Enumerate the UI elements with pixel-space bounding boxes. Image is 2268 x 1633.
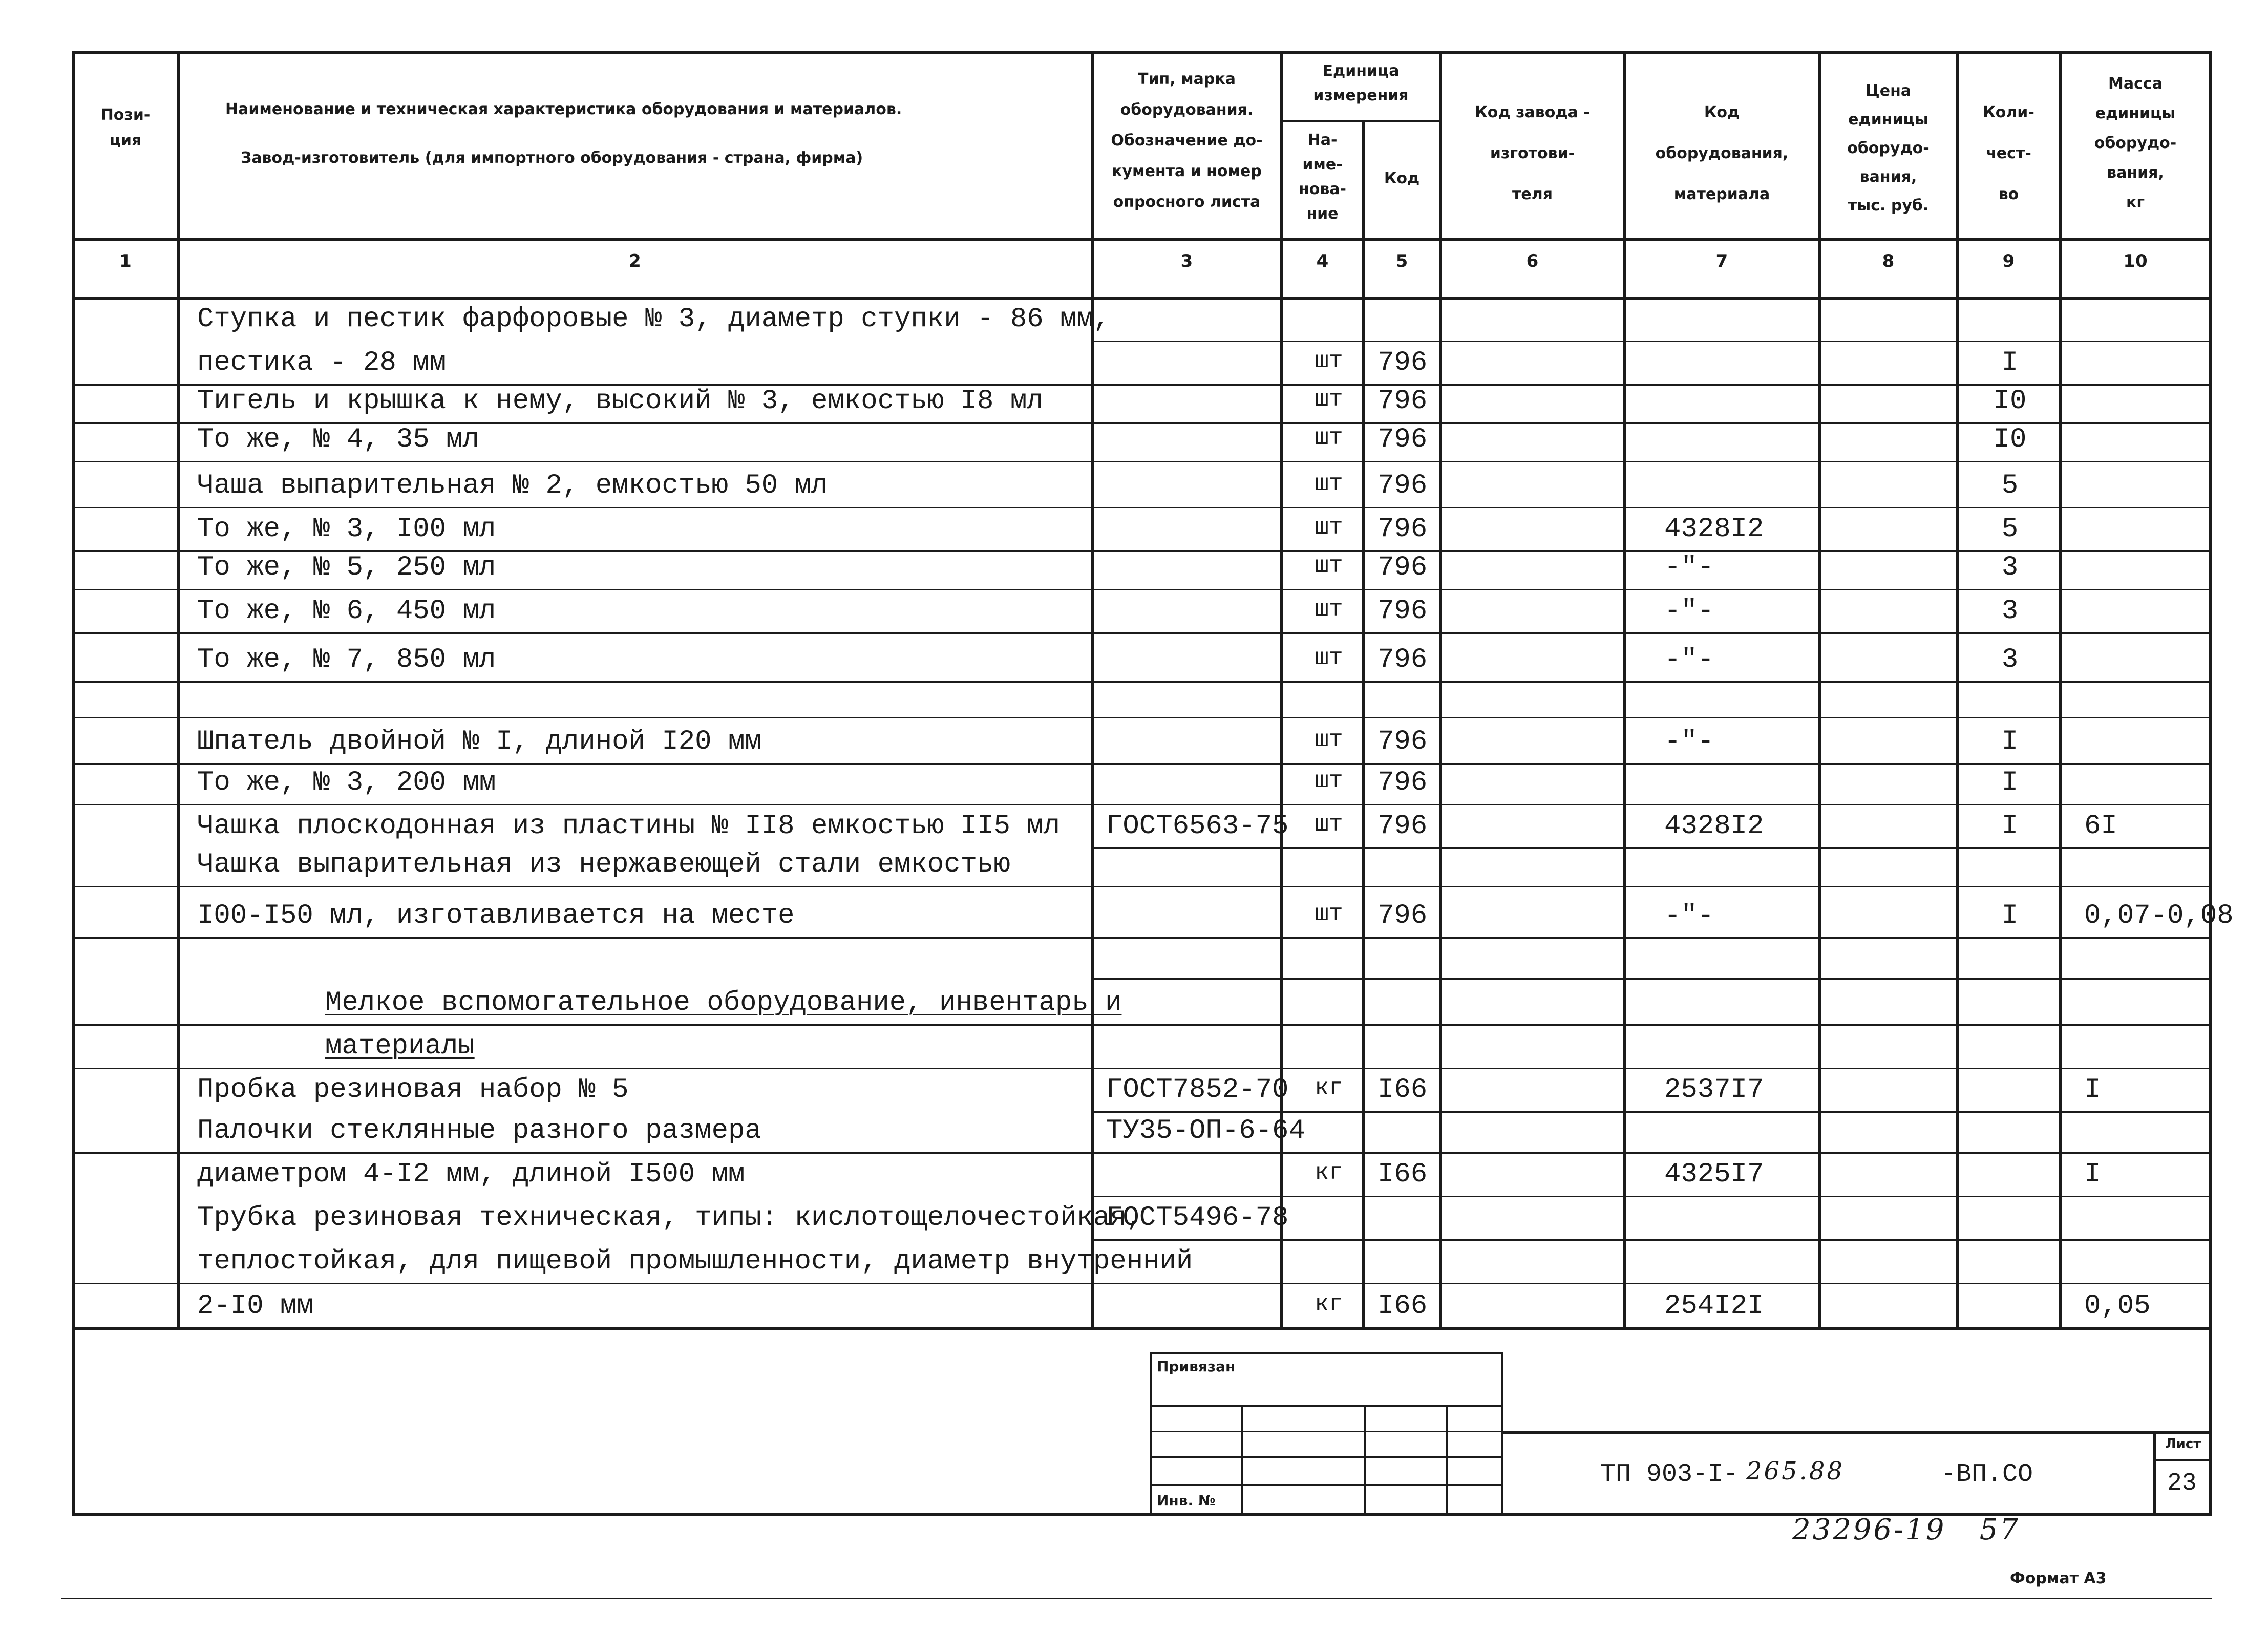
row-19-doc: ГОСТ7852-70: [1106, 1074, 1289, 1106]
row-8-mat: -"-: [1664, 596, 1714, 627]
header-type: Тип, марка оборудования. Обозначение до- кумента и номер опросного листа: [1111, 70, 1263, 211]
stamp-privyazan: Привязан: [1157, 1358, 1236, 1375]
row-9-name: То же, № 7, 850 мл: [197, 644, 496, 675]
sheet-box: [2153, 1431, 2212, 1516]
row-2-unit: шт: [1315, 348, 1343, 374]
row-2-code: 796: [1377, 347, 1428, 378]
row-15-mass: 0,07-0,08: [2084, 900, 2234, 931]
row-13-mass: 6I: [2084, 811, 2117, 842]
unit-subheader-line: [1280, 120, 1439, 122]
row-20-doc: ТУ35-ОП-6-64: [1106, 1115, 1305, 1147]
title-block-line: [1503, 1431, 2212, 1434]
row-3-qty: I0: [1993, 386, 2027, 417]
row-20-name: Палочки стеклянные разного размера: [197, 1115, 761, 1147]
row-divider: [72, 1024, 2212, 1026]
row-3-unit: шт: [1315, 386, 1343, 413]
col-divider: [1623, 51, 1626, 1329]
header-name-line2: Завод-изготовитель (для импортного оборудования - страна, фирма): [241, 149, 863, 167]
colnum-3: 3: [1180, 251, 1193, 271]
row-divider: [72, 507, 2212, 508]
header-position: Пози- ция: [100, 106, 151, 150]
header-mass: Масса единицы оборудо- вания, кг: [2094, 75, 2177, 211]
document-suffix: -ВП.СО: [1941, 1460, 2033, 1489]
row-12-code: 796: [1377, 767, 1428, 798]
binding-stamp: [1150, 1352, 1503, 1516]
row-6-qty: 5: [2001, 514, 2019, 545]
stamp-inv-no: Инв. №: [1157, 1492, 1216, 1509]
row-divider: [72, 937, 2212, 939]
sheet-number: 23: [2167, 1470, 2197, 1497]
colnum-8: 8: [1882, 251, 1895, 271]
colnum-7: 7: [1715, 251, 1728, 271]
row-divider: [72, 1068, 2212, 1069]
row-24-name: 2-I0 мм: [197, 1290, 313, 1322]
row-12-qty: I: [2001, 767, 2019, 798]
row-13-name: Чашка плоскодонная из пластины № II8 емкостью II5 мл: [197, 811, 1061, 842]
row-9-qty: 3: [2001, 644, 2019, 675]
row-6-name: То же, № 3, I00 мл: [197, 514, 496, 545]
row-21-code: I66: [1377, 1159, 1428, 1190]
archive-number: 23296-19 57: [1792, 1513, 2020, 1546]
stamp-line: [1152, 1431, 1501, 1432]
row-divider: [72, 589, 2212, 590]
row-5-unit: шт: [1315, 471, 1343, 497]
row-9-mat: -"-: [1664, 644, 1714, 675]
col-divider: [1818, 51, 1821, 1329]
row-8-qty: 3: [2001, 596, 2019, 627]
format-label: Формат А3: [2010, 1570, 2107, 1587]
col-divider: [1362, 120, 1365, 1329]
table-bottom-line: [72, 1327, 2212, 1330]
stamp-line: [1152, 1484, 1501, 1486]
header-plant-code: Код завода - изготови- теля: [1475, 103, 1590, 203]
colnum-5: 5: [1395, 251, 1408, 271]
row-6-unit: шт: [1315, 514, 1343, 541]
row-divider: [72, 763, 2212, 765]
stamp-line: [1446, 1405, 1448, 1514]
row-11-code: 796: [1377, 726, 1428, 757]
row-divider: [1091, 1111, 2212, 1113]
col-divider: [2059, 51, 2062, 1329]
row-15-name: I00-I50 мл, изготавливается на месте: [197, 900, 795, 931]
page-bottom-line: [61, 1598, 2212, 1599]
row-5-qty: 5: [2001, 470, 2019, 501]
row-11-qty: I: [2001, 726, 2019, 757]
row-4-unit: шт: [1315, 425, 1343, 451]
row-divider: [1091, 847, 2212, 849]
row-15-mat: -"-: [1664, 900, 1714, 931]
row-15-code: 796: [1377, 900, 1428, 931]
colnum-4: 4: [1316, 251, 1329, 271]
row-21-name: диаметром 4-I2 мм, длиной I500 мм: [197, 1159, 745, 1190]
row-7-qty: 3: [2001, 552, 2019, 583]
row-divider: [72, 681, 2212, 683]
row-5-name: Чаша выпарительная № 2, емкостью 50 мл: [197, 470, 828, 501]
row-1-name: Ступка и пестик фарфоровые № 3, диаметр ступки - 86 мм,: [197, 304, 1110, 335]
row-15-unit: шт: [1315, 901, 1343, 927]
row-21-mat: 4325I7: [1664, 1159, 1764, 1190]
row-19-code: I66: [1377, 1074, 1428, 1106]
row-9-code: 796: [1377, 644, 1428, 675]
row-24-code: I66: [1377, 1290, 1428, 1322]
row-12-unit: шт: [1315, 768, 1343, 794]
row-24-unit: кг: [1315, 1291, 1343, 1318]
row-13-qty: I: [2001, 811, 2019, 842]
row-7-code: 796: [1377, 552, 1428, 583]
row-3-name: Тигель и крышка к нему, высокий № 3, емкостью I8 мл: [197, 386, 1044, 417]
row-divider: [1091, 1196, 2212, 1197]
row-divider: [1091, 341, 2212, 342]
header-name-line1: Наименование и техническая характеристика оборудования и материалов.: [225, 100, 902, 118]
row-4-name: То же, № 4, 35 мл: [197, 424, 479, 455]
row-13-mat: 4328I2: [1664, 811, 1764, 842]
row-13-unit: шт: [1315, 811, 1343, 838]
stamp-line: [1152, 1405, 1501, 1407]
row-6-mat: 4328I2: [1664, 514, 1764, 545]
header-unit-name: На- име- нова- ние: [1298, 131, 1347, 223]
colnum-6: 6: [1526, 251, 1539, 271]
document-code: ТП 903-I-: [1600, 1460, 1739, 1489]
colnum-2: 2: [629, 251, 641, 271]
row-divider: [72, 886, 2212, 887]
row-14-name: Чашка выпарительная из нержавеющей стали емкостью: [197, 849, 1010, 880]
row-divider: [1091, 978, 2212, 980]
row-7-mat: -"-: [1664, 552, 1714, 583]
colnum-9: 9: [2002, 251, 2015, 271]
row-19-name: Пробка резиновая набор № 5: [197, 1074, 629, 1106]
row-21-mass: I: [2084, 1159, 2101, 1190]
row-11-mat: -"-: [1664, 726, 1714, 757]
row-4-code: 796: [1377, 424, 1428, 455]
row-9-unit: шт: [1315, 645, 1343, 671]
stamp-line: [1241, 1405, 1243, 1514]
stamp-line: [1152, 1456, 1501, 1458]
col-divider: [1956, 51, 1959, 1329]
document-code-handwritten: 265.88: [1746, 1457, 1845, 1486]
header-unit-code: Код: [1384, 169, 1420, 187]
row-3-code: 796: [1377, 386, 1428, 417]
row-19-mat: 2537I7: [1664, 1074, 1764, 1106]
row-8-unit: шт: [1315, 596, 1343, 623]
col-divider: [177, 51, 180, 1329]
row-8-name: То же, № 6, 450 мл: [197, 596, 496, 627]
sheet-label: Лист: [2165, 1436, 2201, 1452]
row-8-code: 796: [1377, 596, 1428, 627]
row-15-qty: I: [2001, 900, 2019, 931]
row-divider: [72, 632, 2212, 634]
header-quantity: Коли- чест- во: [1983, 103, 2034, 203]
row-divider: [72, 1283, 2212, 1284]
header-unit-group: Единица измерения: [1313, 62, 1409, 104]
row-7-name: То же, № 5, 250 мл: [197, 552, 496, 583]
colnum-1: 1: [119, 251, 132, 271]
colnum-bottom-line: [72, 297, 2212, 300]
row-divider: [72, 461, 2212, 462]
stamp-line: [1364, 1405, 1366, 1514]
row-2-qty: I: [2001, 347, 2019, 378]
row-24-mat: 254I2I: [1664, 1290, 1764, 1322]
row-12-name: То же, № 3, 200 мм: [197, 767, 496, 798]
row-17-name: Мелкое вспомогательное оборудование, инвентарь и: [325, 987, 1122, 1019]
row-divider: [72, 1152, 2212, 1154]
row-divider: [1091, 1239, 2212, 1241]
sheet-line: [2156, 1459, 2212, 1461]
row-5-code: 796: [1377, 470, 1428, 501]
row-22-name: Трубка резиновая техническая, типы: кислотощелочестойкая,: [197, 1202, 1143, 1234]
row-11-unit: шт: [1315, 727, 1343, 753]
row-23-name: теплостойкая, для пищевой промышленности, диаметр внутренний: [197, 1246, 1193, 1277]
row-4-qty: I0: [1993, 424, 2027, 455]
row-18-name: материалы: [325, 1031, 475, 1062]
row-divider: [72, 804, 2212, 805]
header-price: Цена единицы оборудо- вания, тыс. руб.: [1847, 82, 1930, 215]
row-6-code: 796: [1377, 514, 1428, 545]
row-13-code: 796: [1377, 811, 1428, 842]
col-divider: [1091, 51, 1094, 1329]
header-bottom-line: [72, 238, 2212, 241]
row-19-unit: кг: [1315, 1075, 1343, 1101]
row-22-doc: ГОСТ5496-78: [1106, 1202, 1289, 1234]
row-13-doc: ГОСТ6563-75: [1106, 811, 1289, 842]
colnum-10: 10: [2123, 251, 2148, 271]
row-21-unit: кг: [1315, 1159, 1343, 1186]
row-19-mass: I: [2084, 1074, 2101, 1106]
row-2-name: пестика - 28 мм: [197, 347, 447, 378]
row-11-name: Шпатель двойной № I, длиной I20 мм: [197, 726, 761, 757]
header-material-code: Код оборудования, материала: [1655, 103, 1789, 203]
col-divider: [1439, 51, 1442, 1329]
row-24-mass: 0,05: [2084, 1290, 2151, 1322]
row-7-unit: шт: [1315, 553, 1343, 579]
row-divider: [72, 717, 2212, 718]
